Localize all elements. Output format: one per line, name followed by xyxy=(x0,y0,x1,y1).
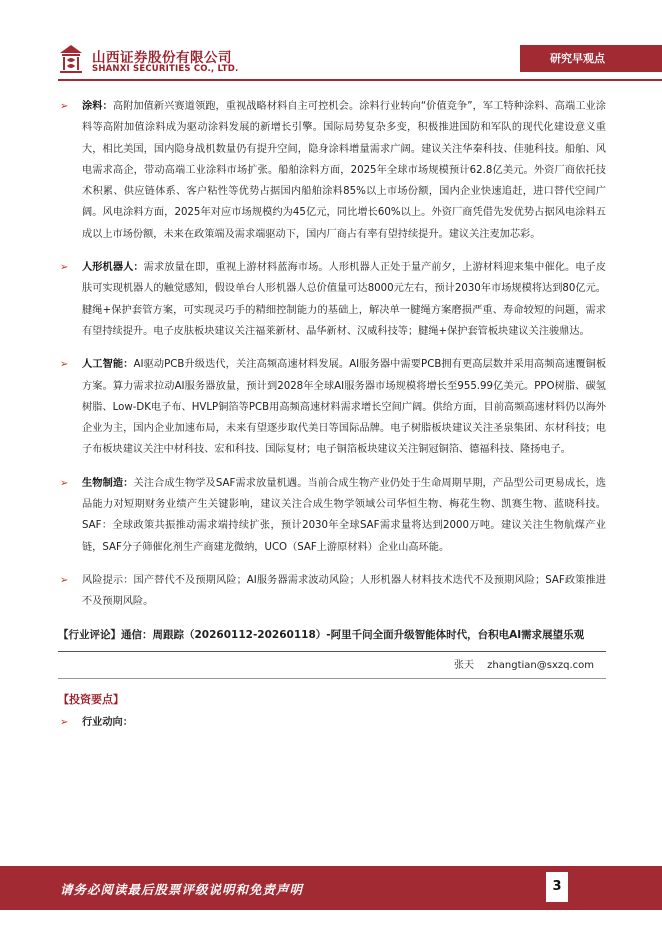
arrow-bullet-icon: ➢ xyxy=(60,716,69,728)
page-footer xyxy=(0,866,662,910)
company-logo-icon xyxy=(58,44,84,74)
arrow-bullet-icon: ➢ xyxy=(60,359,69,371)
paragraph-keyword: 人工智能： xyxy=(82,359,134,371)
header-tag: 研究早观点 xyxy=(520,45,662,72)
paragraph-text: 需求放量在即，重视上游材料蓝海市场。人形机器人正处于量产前夕，上游材料迎来集中催化。电子皮肤可实现机器人的触觉感知，假设单台人形机器人总价值量可达8000元左右，预计2030年市场规模将达到80亿元。腱绳+保护套管方案，可实现灵巧手的精细控制能力的基础上，解决单一腱绳方案磨损严重、寿命较短的问题，需求有望持续提升。电子皮肤板块建议关注福莱新材、晶华新材、汉威科技等；腱绳+保护套管板块建议关注骏鼎达。 xyxy=(82,262,607,337)
paragraph-text: 高附加值新兴赛道领跑，重视战略材料自主可控机会。涂料行业转向“价值竞争”，军工特种涂料、高端工业涂料等高附加值涂料成为驱动涂料发展的新增长引擎。国际局势复杂多变，积极推进国防和军队的现代化建设意义重大，相比美国，国内隐身战机数量仍有提升空间，隐身涂料增量需求广阔。建议关注华秦科技、佳驰科技。船舶、风电需求高企，带动高端工业涂料市场扩张。船舶涂料方面，2025年全球市场规模预计62.8亿美元。外资厂商依托技术积累、供应链体系、客户粘性等优势占据国内船舶涂料85%以上市场份额，国内企业快速追赶，进口替代空间广阔。风电涂料方面，2025年对应市场规模约为45亿元，同比增长60%以上。外资厂商凭借先发优势占据风电涂料五成以上市场份额，未来在政策端及需求端驱动下，国内厂商占有率有望持续提升。建议关注麦加芯彩。 xyxy=(82,101,606,240)
author-line xyxy=(58,656,594,676)
divider xyxy=(58,651,606,652)
paragraph-humanoid-robot xyxy=(58,257,606,342)
author-email: zhangtian@sxzq.com xyxy=(487,659,594,671)
arrow-bullet-icon: ➢ xyxy=(60,262,69,274)
sub-item-label: 行业动向： xyxy=(82,716,133,728)
paragraph-risk xyxy=(58,570,606,613)
sub-item xyxy=(58,713,606,733)
page-header xyxy=(0,0,662,86)
divider xyxy=(58,678,606,679)
paragraph-coatings xyxy=(58,96,606,245)
paragraph-biomanufacturing xyxy=(58,473,606,558)
arrow-bullet-icon: ➢ xyxy=(60,477,69,489)
paragraph-keyword: 人形机器人： xyxy=(82,262,144,274)
company-name-cn: 山西证券股份有限公司 xyxy=(92,50,232,66)
paragraph-ai xyxy=(58,354,606,460)
company-name-en: SHANXI SECURITIES CO., LTD. xyxy=(92,64,239,74)
arrow-bullet-icon: ➢ xyxy=(60,101,69,112)
paragraph-keyword: 涂料： xyxy=(82,101,113,112)
paragraph-text: AI驱动PCB升级迭代，关注高频高速材料发展。AI服务器中需要PCB拥有更高层数并采用高频高速覆铜板方案。算力需求拉动AI服务器放量，预计到2028年全球AI服务器市场规模将增长至955.99亿美元。PPO树脂、碳氢树脂、Low-DK电子布、HVLP铜箔等PCB用高频高速材料需求增长空间广阔。供给方面，目前高频高速材料仍以海外企业为主，国内企业加速布局，未来有望逐步取代美日等国际品牌。电子树脂板块建议关注圣泉集团、东材科技；电子布板块建议关注中材科技、宏和科技、国际复材；电子铜箔板块建议关注铜冠铜箔、德福科技、隆扬电子。 xyxy=(82,359,607,456)
paragraph-text: 关注合成生物学及SAF需求放量机遇。当前合成生物产业仍处于生命周期早期，产品型公司更易成长，选品能力对短期财务业绩产生关键影响，建议关注合成生物学领域公司华恒生物、梅花生物、凯赛生物、蓝晓科技。SAF：全球政策共振推动需求端持续扩张，预计2030年全球SAF需求量将达到2000万吨。建议关注生物航煤产业链，SAF分子筛催化剂生产商建龙微纳，UCO（SAF上游原材料）企业山高环能。 xyxy=(82,477,606,553)
main-content xyxy=(58,96,606,733)
footer-disclaimer: 请务必阅读最后股票评级说明和免责声明 xyxy=(60,882,304,897)
paragraph-keyword: 生物制造： xyxy=(82,477,134,489)
page-number: 3 xyxy=(546,872,568,902)
header-divider xyxy=(58,79,662,81)
industry-comment-title: 【行业评论】通信：周跟踪（20260112-20260118）-阿里千问全面升级智能体时代，台积电AI需求展望乐观 xyxy=(58,628,585,641)
section-title: 【投资要点】 xyxy=(58,692,124,706)
paragraph-text: 风险提示：国产替代不及预期风险；AI服务器需求波动风险；人形机器人材料技术迭代不及预期风险；SAF政策推进不及预期风险。 xyxy=(82,574,606,608)
arrow-bullet-icon: ➢ xyxy=(60,574,69,586)
author-name: 张天 xyxy=(453,659,474,671)
